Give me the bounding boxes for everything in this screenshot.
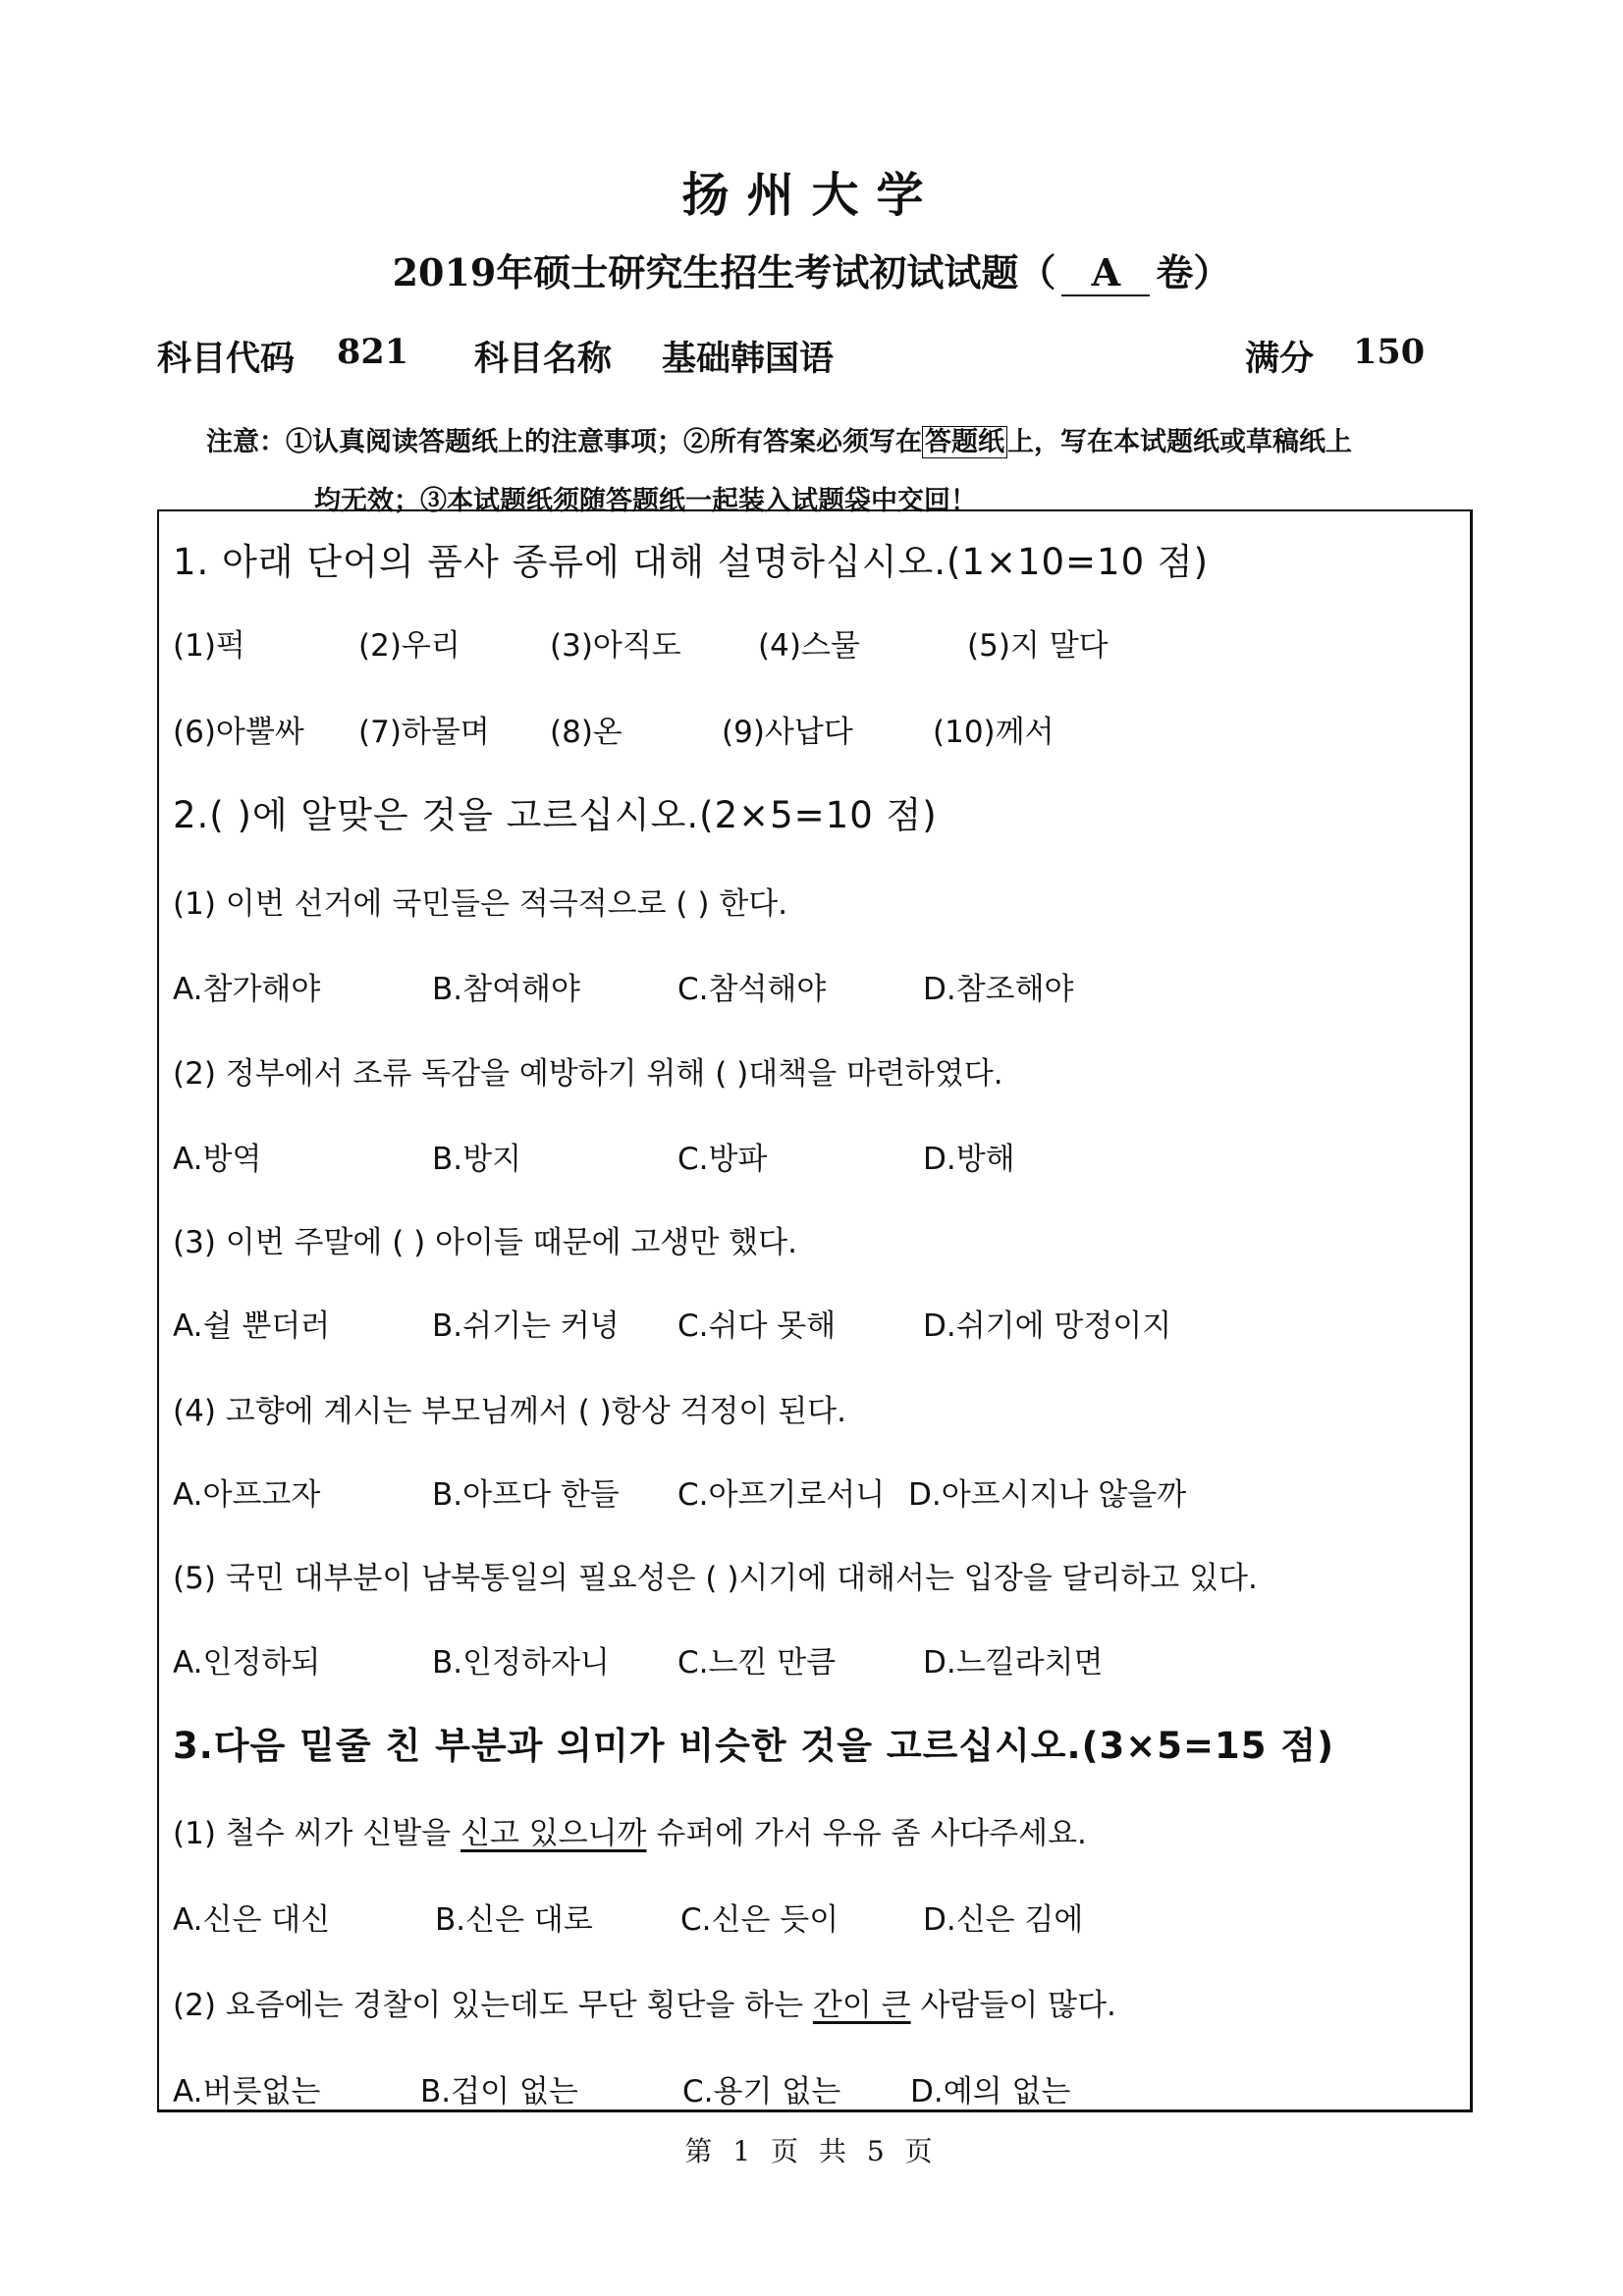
q2-item-2-option-a: A.방역 [173,1142,262,1177]
q2-item-4-stem: (4) 고향에 계시는 부모님께서 ( )항상 걱정이 된다. [173,1394,846,1429]
exam-title-suffix: 卷） [1156,250,1231,294]
q1-word: (8)온 [550,715,622,750]
q1-word: (2)우리 [358,628,460,664]
q1-word: (3)아직도 [550,628,681,664]
q3-item-1-option-a: A.신은 대신 [173,1902,331,1938]
q3-item-2-underlined: 간이 큰 [812,1988,911,2023]
subject-code: 821 [337,332,409,372]
q2-item-5-option-c: C.느낀 만큼 [677,1645,837,1681]
notice-label: 注意： [206,427,286,457]
q2-item-3-option-b: B.쉬기는 커녕 [432,1308,620,1344]
subject-code-label: 科目代码 [157,339,296,379]
question-1-heading: 1. 아래 단어의 품사 종류에 대해 설명하십시오.(1×10=10 점) [173,541,1210,583]
q1-word: (7)하물며 [358,715,490,750]
q2-item-2-option-b: B.방지 [432,1142,522,1177]
q2-item-2-option-c: C.방파 [677,1142,768,1177]
question-2-heading: 2.( )에 알맞은 것을 고르십시오.(2×5=10 점) [173,794,938,836]
q3-item-1-option-b: B.신은 대로 [435,1902,593,1938]
q3-item-2-option-a: A.버릇없는 [173,2074,321,2109]
page-number: 第 1 页 共 5 页 [684,2135,939,2167]
notice-line-1 [206,420,1352,458]
q3-item-2-stem-after: 사람들이 많다. [910,1988,1116,2023]
q2-item-5-stem: (5) 국민 대부분이 남북통일의 필요성은 ( )시기에 대해서는 입장을 달리하고 있다. [173,1561,1258,1596]
q2-item-2-stem: (2) 정부에서 조류 독감을 예방하기 위해 ( )대책을 마련하였다. [173,1056,1003,1092]
q2-item-5-option-a: A.인정하되 [173,1645,321,1681]
exam-title-prefix: 2019年硕士研究生招生考试初试试题（ [392,250,1056,294]
question-3-heading: 3.다음 밑줄 친 부분과 의미가 비슷한 것을 고르십시오.(3×5=15 점) [173,1725,1335,1767]
q3-item-1-stem-after: 슈퍼에 가서 우유 좀 사다주세요. [646,1816,1087,1851]
q2-item-1-option-c: C.참석해야 [677,972,827,1007]
q1-word: (6)아뿔싸 [173,715,304,750]
q3-item-1-option-c: C.신은 듯이 [680,1902,839,1938]
notice-line-2: 均无效；③本试题纸须随答题纸一起装入试题袋中交回！ [314,486,977,516]
q2-item-5-option-b: B.인정하자니 [432,1645,610,1681]
full-score-label: 满分 [1245,339,1315,379]
q1-word: (1)퍽 [173,628,245,664]
q3-item-2-option-d: D.예의 없는 [910,2074,1071,2109]
q2-item-2-option-d: D.방해 [923,1142,1015,1177]
q3-item-1-stem-before: (1) 철수 씨가 신발을 [173,1816,460,1851]
subject-name-label: 科目名称 [474,339,613,379]
q2-item-1-option-b: B.참여해야 [432,972,580,1007]
q1-word: (4)스물 [758,628,860,664]
notice-text-2: 上，写在本试题纸或草稿纸上 [1007,427,1352,457]
q1-word: (5)지 말다 [967,628,1109,664]
q1-word: (10)께서 [933,715,1055,750]
exam-title [0,242,1623,296]
q2-item-4-option-b: B.아프다 한들 [432,1477,620,1513]
university-title: 扬州大学 [681,168,942,223]
q2-item-3-stem: (3) 이번 주말에 ( ) 아이들 때문에 고생만 했다. [173,1225,797,1260]
full-score: 150 [1353,332,1426,372]
q2-item-1-option-a: A.참가해야 [173,972,321,1007]
q2-item-1-option-d: D.참조해야 [923,972,1074,1007]
q2-item-1-stem: (1) 이번 선거에 국민들은 적극적으로 ( ) 한다. [173,886,788,922]
q2-item-3-option-a: A.쉴 뿐더러 [173,1308,331,1344]
q2-item-3-option-c: C.쉬다 못해 [677,1308,837,1344]
q3-item-1-option-d: D.신은 김에 [923,1902,1084,1938]
q3-item-2-stem [173,1980,1116,2024]
subject-name: 基础韩国语 [662,339,835,379]
q3-item-2-option-c: C.용기 없는 [682,2074,841,2109]
q2-item-3-option-d: D.쉬기에 망정이지 [923,1308,1172,1344]
answer-sheet-boxed: 答题纸 [922,426,1007,458]
q3-item-2-stem-before: (2) 요즘에는 경찰이 있는데도 무단 횡단을 하는 [173,1988,813,2023]
q3-item-1-underlined: 신고 있으니까 [460,1816,647,1851]
paper-version: A [1061,250,1150,296]
q3-item-1-stem [173,1808,1087,1852]
q1-word: (9)사납다 [722,715,853,750]
q3-item-2-option-b: B.겁이 없는 [420,2074,578,2109]
q2-item-4-option-d: D.아프시지나 않을까 [908,1477,1187,1513]
notice-text-1: ①认真阅读答题纸上的注意事项；②所有答案必须写在 [286,427,922,457]
q2-item-4-option-c: C.아프기로서니 [677,1477,886,1513]
q2-item-4-option-a: A.아프고자 [173,1477,321,1513]
q2-item-5-option-d: D.느낄라치면 [923,1645,1104,1681]
